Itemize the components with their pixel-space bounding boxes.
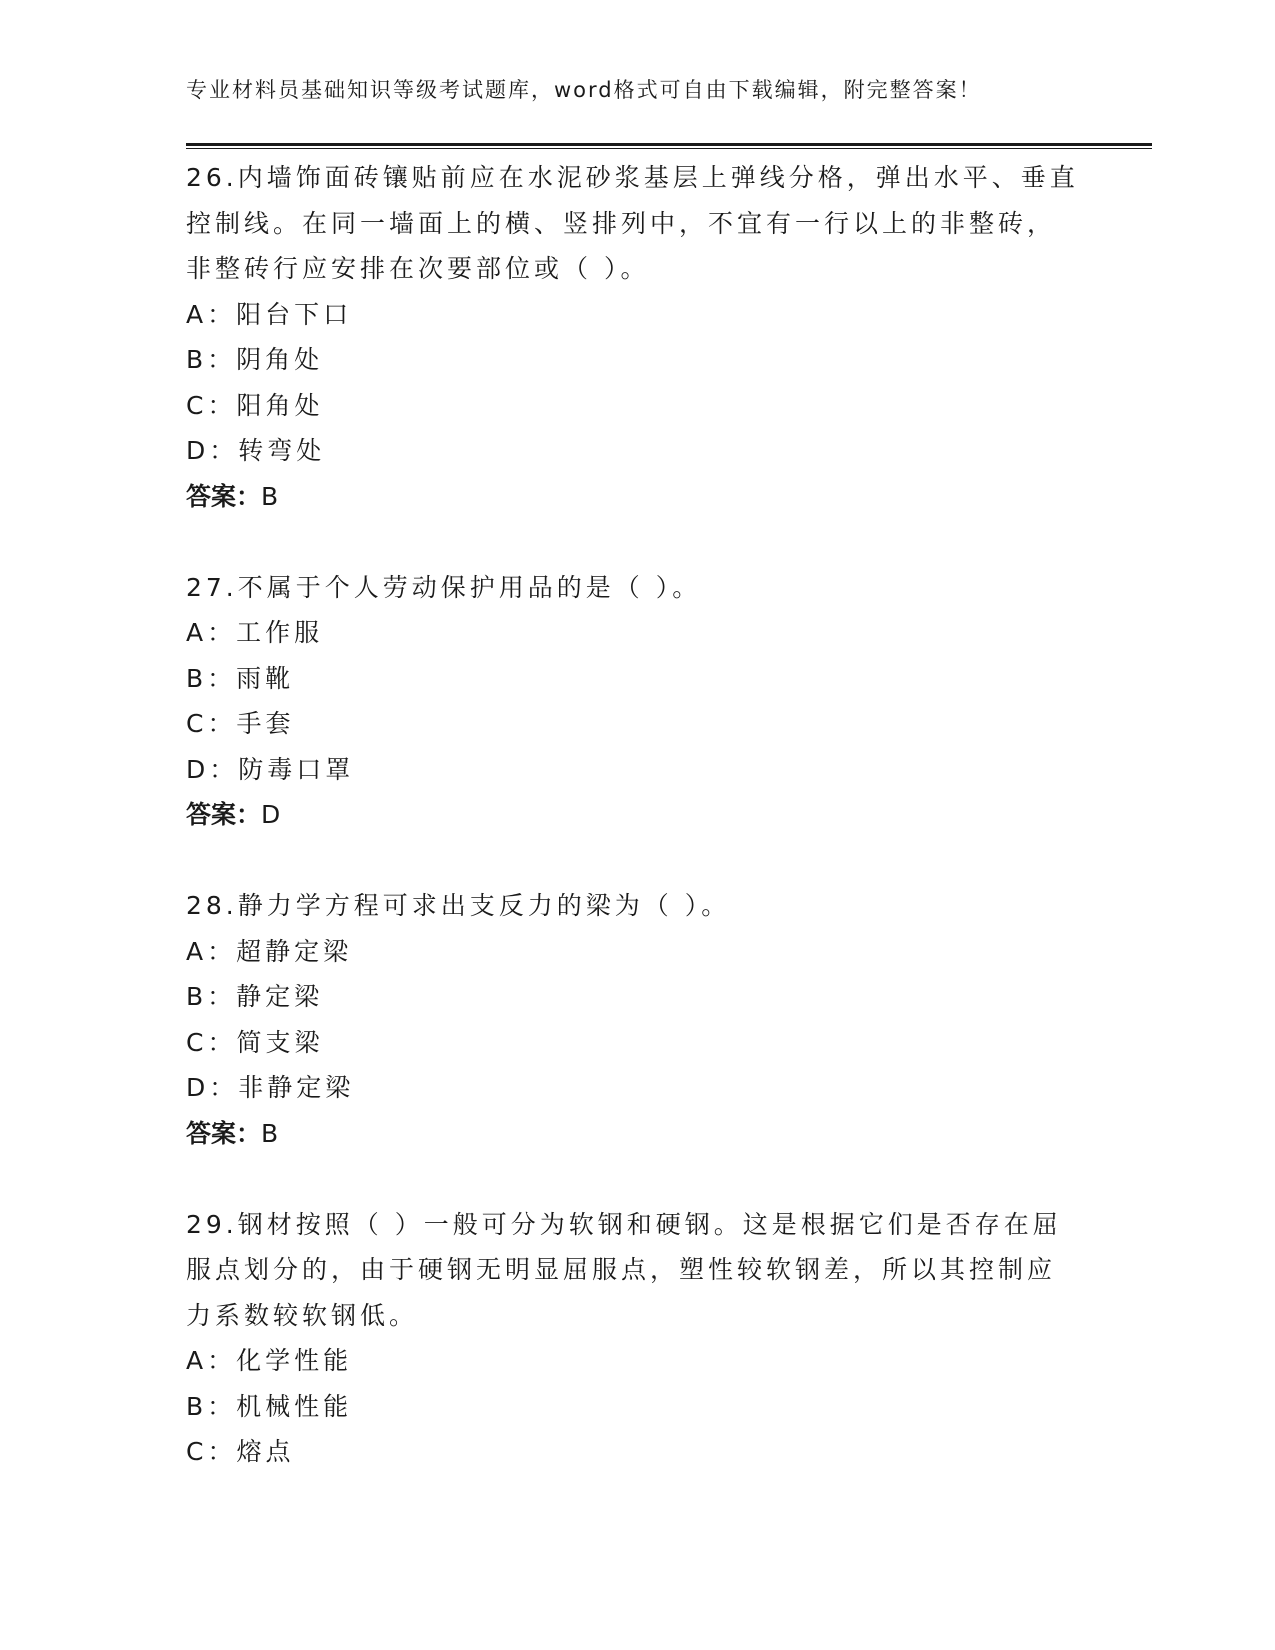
option-a: A：化学性能 [186,1346,353,1375]
option-a: A：超静定梁 [186,936,353,966]
question-stem-line: 力系数较软钢低。 [186,1300,419,1330]
page-header: 专业材料员基础知识等级考试题库，word格式可自由下载编辑，附完整答案！ [186,78,982,102]
question-stem-line: 26.内墙饰面砖镶贴前应在水泥砂浆基层上弹线分格，弹出水平、垂直 [186,163,1079,192]
option-b: B：机械性能 [186,1391,353,1421]
answer-line [186,792,1076,838]
answer-label: 答案： [186,481,262,511]
option-d: D：防毒口罩 [186,754,355,784]
answer-line [186,1111,1076,1157]
question-list [186,155,1079,1475]
answer-label: 答案： [186,1118,262,1148]
option-a: A：阳台下口 [186,299,353,329]
question-stem-line: 服点划分的，由于硬钢无明显屈服点，塑性较软钢差，所以其控制应 [186,1255,1057,1284]
question-27 [186,565,1076,838]
question-26 [186,155,1079,519]
option-d: D：转弯处 [186,436,326,465]
question-stem-line: 27.不属于个人劳动保护用品的是（ ）。 [186,572,702,602]
option-c: C：熔点 [186,1437,295,1466]
question-stem-line: 28.静力学方程可求出支反力的梁为（ ）。 [186,891,731,920]
option-d: D：非静定梁 [186,1073,355,1102]
option-a: A：工作服 [186,618,324,647]
question-stem-line: 控制线。在同一墙面上的横、竖排列中，不宜有一行以上的非整砖， [186,208,1057,238]
option-c: C：阳角处 [186,390,324,420]
question-spacer [186,838,1076,884]
answer-value: B [261,481,279,511]
question-28 [186,883,1076,1156]
option-b: B：阴角处 [186,345,324,374]
question-stem-line: 29.钢材按照（ ）一般可分为软钢和硬钢。这是根据它们是否存在屈 [186,1209,1062,1239]
question-29 [186,1202,1076,1475]
question-spacer [186,1156,1076,1202]
option-c: C：简支梁 [186,1027,324,1057]
option-b: B：静定梁 [186,982,324,1011]
option-b: B：雨靴 [186,663,295,693]
option-c: C：手套 [186,709,295,738]
question-spacer [186,519,1076,565]
answer-label: 答案： [186,800,262,829]
answer-line [186,474,1076,520]
answer-value: D [261,800,281,829]
header-divider [186,143,1152,149]
answer-value: B [261,1118,279,1148]
question-stem-line: 非整砖行应安排在次要部位或（ ）。 [186,254,650,283]
